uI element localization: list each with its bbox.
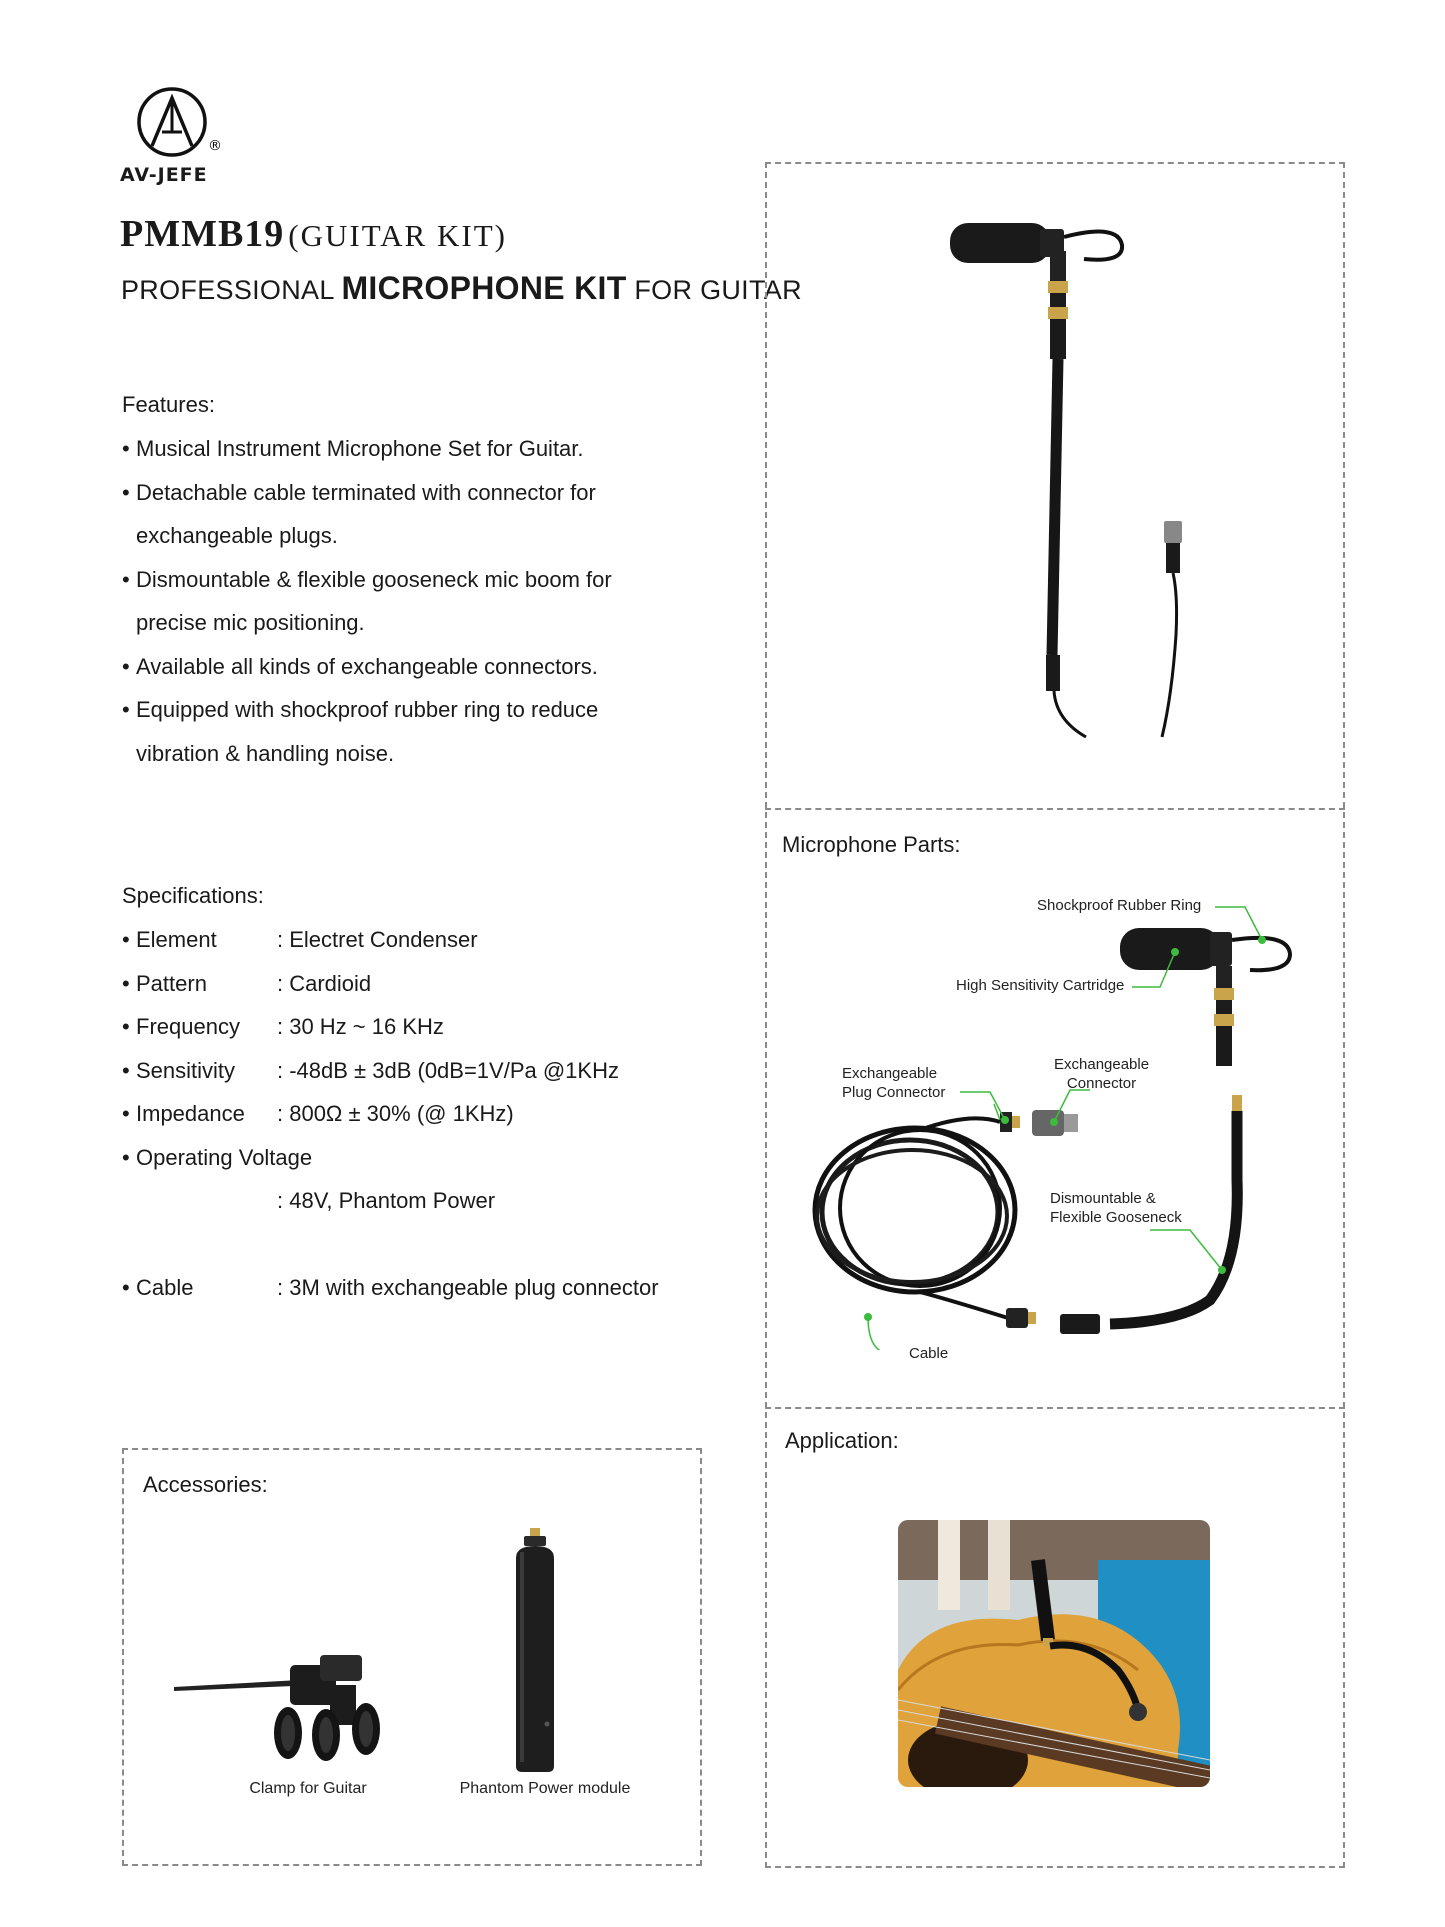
feature-item: • Musical Instrument Microphone Set for Guitar. xyxy=(122,427,722,471)
callout-rubber-ring: Shockproof Rubber Ring xyxy=(1037,897,1202,914)
callout-cartridge: High Sensitivity Cartridge xyxy=(956,977,1125,994)
feature-item: • Equipped with shockproof rubber ring to reduce vibration & handling noise. xyxy=(122,688,722,775)
divider xyxy=(765,808,1345,810)
spec-row: • Pattern : Cardioid xyxy=(122,970,372,996)
feature-item: • Dismountable & flexible gooseneck mic boom for precise mic positioning. xyxy=(122,558,722,645)
subtitle-suffix: FOR GUITAR xyxy=(634,275,802,305)
guitar-clamp-icon xyxy=(168,1645,418,1765)
spec-row: • Cable : 3M with exchangeable plug connector xyxy=(122,1275,659,1300)
spec-row: • Impedance : 800Ω ± 30% (@ 1KHz) xyxy=(122,1101,514,1126)
application-heading: Application: xyxy=(785,1428,899,1453)
divider xyxy=(765,1407,1345,1409)
brand-name: AV-JEFE xyxy=(120,164,208,186)
registered-mark: ® xyxy=(208,138,222,154)
accessory-caption: Clamp for Guitar xyxy=(249,1780,367,1797)
feature-item: • Available all kinds of exchangeable connectors. xyxy=(122,645,722,689)
phantom-power-module-icon xyxy=(510,1528,560,1773)
model-number: PMMB19 xyxy=(120,213,285,255)
features-list xyxy=(122,427,722,775)
spec-row: • Sensitivity : -48dB ± 3dB (0dB=1V/Pa @1KHz xyxy=(122,1057,619,1083)
parts-heading: Microphone Parts: xyxy=(782,832,961,857)
spec-row: • Element : Electret Condenser xyxy=(122,927,478,952)
spec-spacer xyxy=(122,1223,742,1267)
product-title xyxy=(120,212,507,256)
specifications-heading: Specifications: xyxy=(122,883,264,908)
accessories-heading: Accessories: xyxy=(143,1472,268,1497)
spec-row: : 48V, Phantom Power xyxy=(277,1188,496,1213)
callout-exchangeable-connector: Exchangeable Connector xyxy=(1054,1056,1150,1092)
callout-gooseneck: Dismountable & Flexible Gooseneck xyxy=(1050,1190,1182,1226)
features-heading: Features: xyxy=(122,392,215,417)
callout-plug-connector: Exchangeable Plug Connector xyxy=(842,1065,946,1101)
microphone-product-icon xyxy=(940,215,1190,745)
application-photo xyxy=(898,1520,1210,1787)
specifications-table xyxy=(122,918,742,1310)
microphone-parts-diagram xyxy=(770,880,1340,1350)
spec-row: • Frequency : 30 Hz ~ 16 KHz xyxy=(122,1014,444,1039)
callout-cable: Cable xyxy=(909,1345,949,1362)
feature-item: • Detachable cable terminated with connector for exchangeable plugs. xyxy=(122,471,722,558)
product-subtitle xyxy=(121,270,802,307)
subtitle-main: MICROPHONE KIT xyxy=(341,270,627,306)
model-suffix: (GUITAR KIT) xyxy=(288,218,507,253)
subtitle-prefix: PROFESSIONAL xyxy=(121,275,334,305)
accessory-caption: Phantom Power module xyxy=(459,1780,631,1797)
spec-row: • Operating Voltage xyxy=(122,1144,313,1170)
